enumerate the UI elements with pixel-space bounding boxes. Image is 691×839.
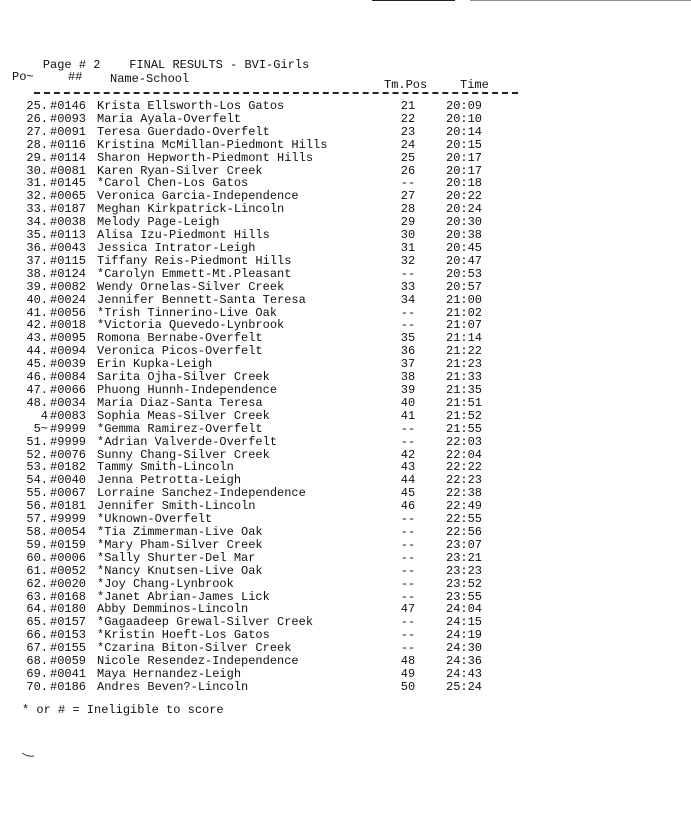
- name-school-cell: Sarita Ojha-Silver Creek: [97, 370, 270, 385]
- finish-time-cell: 21:02: [446, 305, 483, 320]
- team-position-cell: --: [400, 176, 416, 191]
- bib-number-cell: #0024: [50, 292, 87, 307]
- name-school-cell: Veronica Picos-Overfelt: [97, 344, 263, 359]
- bib-number-cell: #0034: [50, 395, 87, 410]
- bib-number-cell: #0052: [50, 563, 87, 578]
- place-cell: 29.: [26, 150, 48, 165]
- finish-time-cell: 20:22: [446, 189, 483, 204]
- bib-number-cell: #0182: [50, 460, 87, 475]
- name-school-cell: Sophia Meas-Silver Creek: [97, 408, 270, 423]
- name-school-cell: Jenna Petrotta-Leigh: [97, 473, 242, 488]
- place-cell: 25.: [26, 99, 48, 113]
- place-cell: 51.: [26, 434, 48, 449]
- team-position-cell: --: [400, 537, 416, 552]
- team-position-cell: 47: [400, 602, 416, 617]
- name-school-cell: *Tia Zimmerman-Live Oak: [97, 525, 263, 540]
- bib-number-cell: #0043: [50, 241, 87, 255]
- finish-time-cell: 23:23: [446, 563, 483, 578]
- finish-time-cell: 22:38: [446, 486, 483, 501]
- team-position-cell: --: [400, 512, 416, 527]
- bib-number-cell: #0145: [50, 176, 87, 191]
- place-cell: 32.: [26, 189, 48, 204]
- table-row: [0, 410, 691, 423]
- place-cell: 58.: [26, 525, 48, 540]
- place-cell: 52.: [26, 447, 48, 462]
- place-cell: 45.: [26, 357, 48, 372]
- finish-time-cell: 21:00: [446, 292, 483, 307]
- finish-time-cell: 20:38: [446, 228, 483, 243]
- col-tm-header: Tm.Pos: [384, 78, 428, 92]
- place-cell: 64.: [26, 602, 48, 617]
- name-school-cell: Sharon Hepworth-Piedmont Hills: [97, 150, 314, 165]
- name-school-cell: Lorraine Sanchez-Independence: [97, 486, 306, 501]
- bib-number-cell: #0168: [50, 589, 87, 604]
- team-position-cell: 32: [400, 253, 416, 268]
- team-position-cell: 46: [400, 499, 416, 514]
- finish-time-cell: 22:49: [446, 499, 483, 514]
- bib-number-cell: #0054: [50, 525, 87, 540]
- place-cell: 34.: [26, 215, 48, 230]
- team-position-cell: 44: [400, 473, 416, 488]
- bib-number-cell: #0076: [50, 447, 87, 462]
- team-position-cell: 35: [400, 331, 416, 346]
- name-school-cell: Sunny Chang-Silver Creek: [97, 447, 270, 462]
- team-position-cell: --: [400, 576, 416, 591]
- team-position-cell: --: [400, 563, 416, 578]
- finish-time-cell: 20:45: [446, 241, 483, 255]
- place-cell: 69.: [26, 667, 48, 682]
- bib-number-cell: #9999: [50, 512, 87, 527]
- bib-number-cell: #0157: [50, 615, 87, 630]
- place-cell: 48.: [26, 395, 48, 410]
- bib-number-cell: #0056: [50, 305, 87, 320]
- finish-time-cell: 21:52: [446, 408, 483, 423]
- name-school-cell: *Janet Abrian-James Lick: [97, 589, 270, 604]
- bib-number-cell: #0067: [50, 486, 87, 501]
- col-name-header: Name-School: [110, 72, 190, 86]
- finish-time-cell: 20:24: [446, 202, 483, 217]
- place-cell: 4: [40, 408, 48, 423]
- name-school-cell: *Sally Shurter-Del Mar: [97, 550, 256, 565]
- place-cell: 60.: [26, 550, 48, 565]
- place-cell: 53.: [26, 460, 48, 475]
- bib-number-cell: #0114: [50, 150, 87, 165]
- finish-time-cell: 20:09: [446, 99, 483, 113]
- name-school-cell: *Kristin Hoeft-Los Gatos: [97, 628, 270, 643]
- place-cell: 42.: [26, 318, 48, 333]
- name-school-cell: *Victoria Quevedo-Lynbrook: [97, 318, 285, 333]
- col-time-header: Time: [460, 78, 489, 92]
- team-position-cell: 38: [400, 370, 416, 385]
- table-row: [0, 126, 691, 139]
- name-school-cell: Erin Kupka-Leigh: [97, 357, 213, 372]
- bib-number-cell: #0081: [50, 163, 87, 178]
- place-cell: 39.: [26, 279, 48, 294]
- name-school-cell: *Gemma Ramirez-Overfelt: [97, 421, 263, 436]
- place-cell: 41.: [26, 305, 48, 320]
- finish-time-cell: 24:43: [446, 667, 483, 682]
- finish-time-cell: 24:30: [446, 641, 483, 656]
- name-school-cell: *Carolyn Emmett-Mt.Pleasant: [97, 266, 292, 281]
- finish-time-cell: 22:55: [446, 512, 483, 527]
- finish-time-cell: 20:18: [446, 176, 483, 191]
- bib-number-cell: #0041: [50, 667, 87, 682]
- team-position-cell: --: [400, 434, 416, 449]
- name-school-cell: Kristina McMillan-Piedmont Hills: [97, 137, 328, 152]
- team-position-cell: 49: [400, 667, 416, 682]
- bib-number-cell: #0038: [50, 215, 87, 230]
- bib-number-cell: #0084: [50, 370, 87, 385]
- finish-time-cell: 22:22: [446, 460, 483, 475]
- name-school-cell: *Mary Pham-Silver Creek: [97, 537, 263, 552]
- team-position-cell: --: [400, 615, 416, 630]
- place-cell: 30.: [26, 163, 48, 178]
- name-school-cell: Maria Diaz-Santa Teresa: [97, 395, 263, 410]
- place-cell: 56.: [26, 499, 48, 514]
- name-school-cell: *Czarina Biton-Silver Creek: [97, 641, 292, 656]
- team-position-cell: --: [400, 525, 416, 540]
- finish-time-cell: 24:36: [446, 654, 483, 669]
- team-position-cell: 22: [400, 111, 416, 126]
- place-cell: 47.: [26, 383, 48, 398]
- bib-number-cell: #0020: [50, 576, 87, 591]
- bib-number-cell: #0113: [50, 228, 87, 243]
- place-cell: 26.: [26, 111, 48, 126]
- finish-time-cell: 24:15: [446, 615, 483, 630]
- place-cell: 61.: [26, 563, 48, 578]
- table-row: [0, 139, 691, 152]
- place-cell: 66.: [26, 628, 48, 643]
- finish-time-cell: 21:33: [446, 370, 483, 385]
- finish-time-cell: 20:14: [446, 124, 483, 139]
- finish-time-cell: 22:23: [446, 473, 483, 488]
- place-cell: 31.: [26, 176, 48, 191]
- results-title: FINAL RESULTS - BVI-Girls: [129, 58, 310, 72]
- finish-time-cell: 20:53: [446, 266, 483, 281]
- team-position-cell: 42: [400, 447, 416, 462]
- team-position-cell: 23: [400, 124, 416, 139]
- name-school-cell: Jennifer Smith-Lincoln: [97, 499, 256, 514]
- name-school-cell: Nicole Resendez-Independence: [97, 654, 299, 669]
- finish-time-cell: 21:51: [446, 395, 483, 410]
- table-row: [0, 113, 691, 126]
- col-num-header: ##: [68, 70, 83, 84]
- finish-time-cell: 20:17: [446, 150, 483, 165]
- name-school-cell: Phuong Hunnh-Independence: [97, 383, 278, 398]
- table-row: [0, 255, 691, 268]
- place-cell: 43.: [26, 331, 48, 346]
- name-school-cell: *Nancy Knutsen-Live Oak: [97, 563, 263, 578]
- name-school-cell: *Joy Chang-Lynbrook: [97, 576, 234, 591]
- team-position-cell: 29: [400, 215, 416, 230]
- name-school-cell: Maria Ayala-Overfelt: [97, 111, 242, 126]
- bib-number-cell: #0115: [50, 253, 87, 268]
- place-cell: 55.: [26, 486, 48, 501]
- name-school-cell: Melody Page-Leigh: [97, 215, 220, 230]
- place-cell: 40.: [26, 292, 48, 307]
- team-position-cell: --: [400, 318, 416, 333]
- finish-time-cell: 20:15: [446, 137, 483, 152]
- name-school-cell: Abby Demminos-Lincoln: [97, 602, 249, 617]
- place-cell: 37.: [26, 253, 48, 268]
- team-position-cell: 26: [400, 163, 416, 178]
- bib-number-cell: #0091: [50, 124, 87, 139]
- bib-number-cell: #0093: [50, 111, 87, 126]
- team-position-cell: 48: [400, 654, 416, 669]
- bib-number-cell: #0018: [50, 318, 87, 333]
- finish-time-cell: 24:19: [446, 628, 483, 643]
- team-position-cell: 21: [400, 99, 416, 113]
- team-position-cell: 40: [400, 395, 416, 410]
- finish-time-cell: 21:55: [446, 421, 483, 436]
- team-position-cell: 45: [400, 486, 416, 501]
- team-position-cell: 39: [400, 383, 416, 398]
- table-row: [0, 268, 691, 281]
- finish-time-cell: 21:35: [446, 383, 483, 398]
- team-position-cell: 36: [400, 344, 416, 359]
- place-cell: 57.: [26, 512, 48, 527]
- bib-number-cell: #0146: [50, 99, 87, 113]
- team-position-cell: 50: [400, 679, 416, 694]
- finish-time-cell: 22:56: [446, 525, 483, 540]
- finish-time-cell: 23:07: [446, 537, 483, 552]
- finish-time-cell: 23:21: [446, 550, 483, 565]
- finish-time-cell: 24:04: [446, 602, 483, 617]
- team-position-cell: 33: [400, 279, 416, 294]
- team-position-cell: 41: [400, 408, 416, 423]
- team-position-cell: 28: [400, 202, 416, 217]
- bib-number-cell: #0180: [50, 602, 87, 617]
- bib-number-cell: #0186: [50, 679, 87, 694]
- footnote: * or # = Ineligible to score: [22, 703, 224, 717]
- bib-number-cell: #0082: [50, 279, 87, 294]
- team-position-cell: 30: [400, 228, 416, 243]
- finish-time-cell: 21:07: [446, 318, 483, 333]
- place-cell: 54.: [26, 473, 48, 488]
- table-row: [0, 294, 691, 307]
- bib-number-cell: #0066: [50, 383, 87, 398]
- bib-number-cell: #0039: [50, 357, 87, 372]
- name-school-cell: Wendy Ornelas-Silver Creek: [97, 279, 285, 294]
- name-school-cell: *Uknown-Overfelt: [97, 512, 213, 527]
- team-position-cell: 43: [400, 460, 416, 475]
- bib-number-cell: #9999: [50, 434, 87, 449]
- name-school-cell: Krista Ellsworth-Los Gatos: [97, 99, 285, 113]
- name-school-cell: *Trish Tinnerino-Live Oak: [97, 305, 278, 320]
- table-row: [0, 436, 691, 449]
- team-position-cell: 31: [400, 241, 416, 255]
- name-school-cell: Veronica Garcia-Independence: [97, 189, 299, 204]
- place-cell: 59.: [26, 537, 48, 552]
- bib-number-cell: #0124: [50, 266, 87, 281]
- table-row: [0, 565, 691, 578]
- finish-time-cell: 23:55: [446, 589, 483, 604]
- table-row: [0, 397, 691, 410]
- table-row: [0, 552, 691, 565]
- bib-number-cell: #0006: [50, 550, 87, 565]
- name-school-cell: Andres Beven?-Lincoln: [97, 679, 249, 694]
- team-position-cell: 34: [400, 292, 416, 307]
- finish-time-cell: 22:04: [446, 447, 483, 462]
- bib-number-cell: #0187: [50, 202, 87, 217]
- finish-time-cell: 20:30: [446, 215, 483, 230]
- team-position-cell: 24: [400, 137, 416, 152]
- team-position-cell: 25: [400, 150, 416, 165]
- finish-time-cell: 21:23: [446, 357, 483, 372]
- place-cell: 44.: [26, 344, 48, 359]
- place-cell: 62.: [26, 576, 48, 591]
- name-school-cell: *Adrian Valverde-Overfelt: [97, 434, 278, 449]
- finish-time-cell: 20:57: [446, 279, 483, 294]
- finish-time-cell: 23:52: [446, 576, 483, 591]
- place-cell: 28.: [26, 137, 48, 152]
- bib-number-cell: #0094: [50, 344, 87, 359]
- name-school-cell: Tammy Smith-Lincoln: [97, 460, 234, 475]
- bib-number-cell: #0116: [50, 137, 87, 152]
- finish-time-cell: 20:10: [446, 111, 483, 126]
- table-row: [0, 539, 691, 552]
- name-school-cell: Romona Bernabe-Overfelt: [97, 331, 263, 346]
- team-position-cell: --: [400, 589, 416, 604]
- column-headers: [0, 70, 691, 92]
- place-cell: 35.: [26, 228, 48, 243]
- name-school-cell: Karen Ryan-Silver Creek: [97, 163, 263, 178]
- name-school-cell: Teresa Guerdado-Overfelt: [97, 124, 270, 139]
- place-cell: 68.: [26, 654, 48, 669]
- team-position-cell: 37: [400, 357, 416, 372]
- finish-time-cell: 25:24: [446, 679, 483, 694]
- page-number: Page # 2: [42, 58, 101, 72]
- team-position-cell: --: [400, 550, 416, 565]
- name-school-cell: *Gagaadeep Grewal-Silver Creek: [97, 615, 314, 630]
- name-school-cell: *Carol Chen-Los Gatos: [97, 176, 249, 191]
- team-position-cell: --: [400, 421, 416, 436]
- place-cell: 67.: [26, 641, 48, 656]
- bib-number-cell: #0153: [50, 628, 87, 643]
- table-row: [0, 281, 691, 294]
- table-row: [0, 152, 691, 165]
- team-position-cell: 27: [400, 189, 416, 204]
- bib-number-cell: #0095: [50, 331, 87, 346]
- bib-number-cell: #0065: [50, 189, 87, 204]
- bib-number-cell: #0083: [50, 408, 87, 423]
- place-cell: 63.: [26, 589, 48, 604]
- place-cell: 65.: [26, 615, 48, 630]
- table-row: [0, 681, 691, 694]
- bib-number-cell: #0181: [50, 499, 87, 514]
- finish-time-cell: 22:03: [446, 434, 483, 449]
- place-cell: 27.: [26, 124, 48, 139]
- place-cell: 38.: [26, 266, 48, 281]
- finish-time-cell: 21:14: [446, 331, 483, 346]
- bib-number-cell: #0040: [50, 473, 87, 488]
- team-position-cell: --: [400, 641, 416, 656]
- finish-time-cell: 20:17: [446, 163, 483, 178]
- name-school-cell: Tiffany Reis-Piedmont Hills: [97, 253, 292, 268]
- finish-time-cell: 20:47: [446, 253, 483, 268]
- name-school-cell: Jennifer Bennett-Santa Teresa: [97, 292, 306, 307]
- team-position-cell: --: [400, 628, 416, 643]
- bib-number-cell: #0159: [50, 537, 87, 552]
- place-cell: 70.: [26, 679, 48, 694]
- name-school-cell: Meghan Kirkpatrick-Lincoln: [97, 202, 285, 217]
- place-cell: 36.: [26, 241, 48, 255]
- name-school-cell: Alisa Izu-Piedmont Hills: [97, 228, 270, 243]
- name-school-cell: Jessica Intrator-Leigh: [97, 241, 256, 255]
- team-position-cell: --: [400, 266, 416, 281]
- place-cell: 5~: [33, 421, 48, 436]
- table-row: [0, 423, 691, 436]
- bib-number-cell: #0155: [50, 641, 87, 656]
- bib-number-cell: #0059: [50, 654, 87, 669]
- place-cell: 46.: [26, 370, 48, 385]
- table-row: [0, 578, 691, 591]
- name-school-cell: Maya Hernandez-Leigh: [97, 667, 242, 682]
- place-cell: 33.: [26, 202, 48, 217]
- header-divider: [34, 92, 518, 94]
- col-pos-header: Po~: [12, 70, 34, 84]
- bib-number-cell: #9999: [50, 421, 87, 436]
- team-position-cell: --: [400, 305, 416, 320]
- finish-time-cell: 21:22: [446, 344, 483, 359]
